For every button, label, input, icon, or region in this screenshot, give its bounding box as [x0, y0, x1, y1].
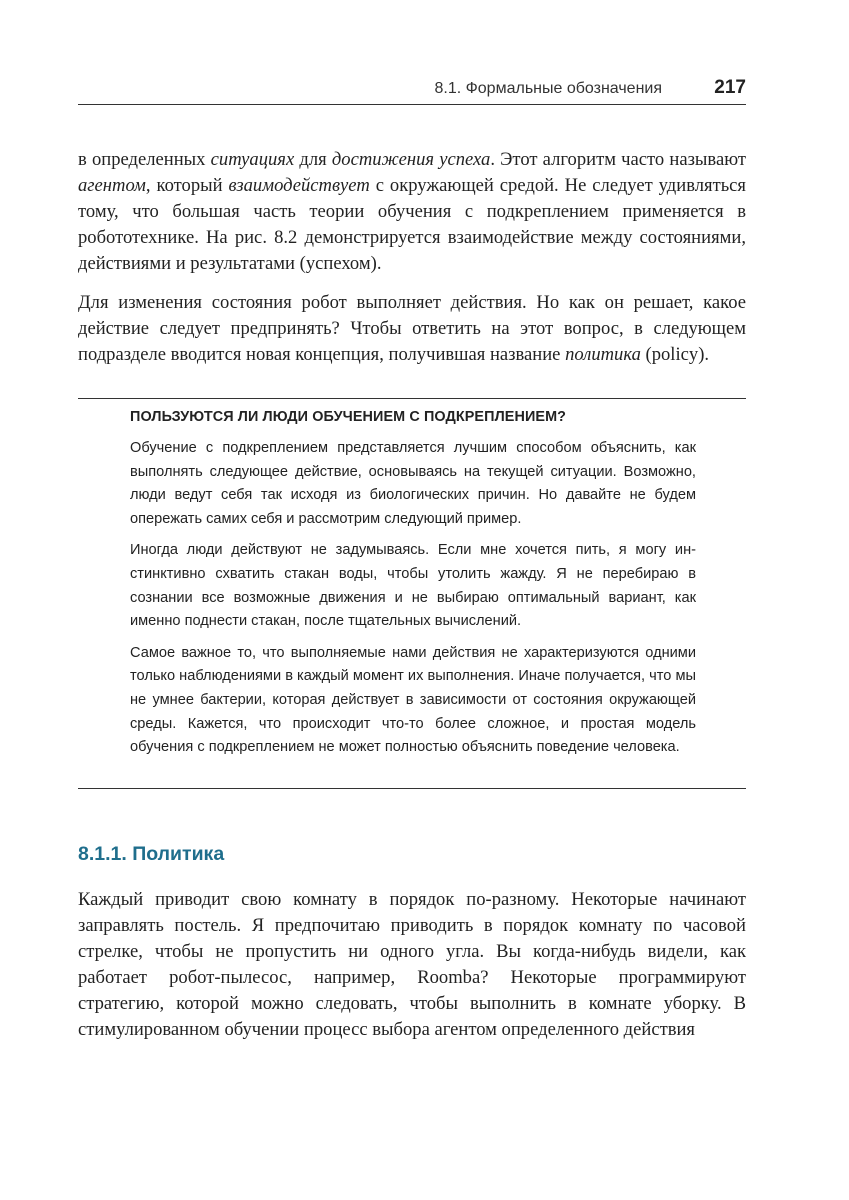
paragraph-cleaning: Каждый приводит свою комнату в порядок по-разному. Некоторые начинают заправлять постель. Я предпочитаю приводить в порядок комнату по часовой стрелке, чтобы не пропустить ни одного угла. Вы когда-нибудь видели, как работает робот-пылесос, например, Roomba? Некоторые программируют стратегию, которой можно следовать, чтобы выполнить в комнате уборку. В стимулированном обучении процесс выбора агентом определенного действия [78, 889, 746, 1040]
section-heading: 8.1.1. Политика [78, 843, 225, 865]
running-title: 8.1. Формальные обозначения [434, 80, 662, 97]
italic-term: агентом [78, 175, 146, 196]
paragraph-agent [78, 147, 746, 277]
sidebar-paragraph: Обучение с подкреплением представляется лучшим способом объяснить, как выполнять следующее действие, основываясь на текущей ситуации. Возможно, люди ведут себя так исходя из биологических причин. Но давайте не будем опережать самих себя и рассмотрим следующий пример. [130, 440, 696, 527]
paragraph-text: . Этот алгоритм часто называют [490, 149, 746, 170]
paragraph-text: , который [145, 175, 229, 196]
italic-term: достижения успеха [331, 149, 491, 170]
page-number: 217 [714, 77, 746, 98]
italic-term: ситуациях [210, 149, 295, 170]
sidebar-paragraph: Иногда люди действуют не задумываясь. Если мне хочется пить, я могу инстинктивно схватить стакан воды, чтобы утолить жажду. Я не перебираю в сознании все возможные движения и не выбираю оптимальный вариант, как именно поднести стакан, после тщательных вычислений. [130, 542, 696, 630]
paragraph-text: для [294, 149, 332, 170]
paragraph-text: Для изменения состояния робот выполняет действия. Но как он решает, какое действие следует предпринять? Чтобы ответить на этот вопрос, в следующем подразделе вводится новая концепция, получившая название [78, 292, 746, 365]
sidebar-box [78, 398, 746, 789]
italic-term: взаимодействует [228, 175, 370, 196]
paragraph-policy-intro [78, 290, 746, 368]
italic-term: политика [565, 344, 641, 365]
paragraph-text: (policy). [640, 344, 710, 365]
page-header [78, 74, 746, 105]
paragraph-text: в определенных [78, 149, 211, 170]
paragraph-text: с окружающей средой. Не следует удивляться тому, что большая часть теории обучения с подкреплением применяется в робототехнике. На рис. 8.2 демонстрируется взаимодействие между состояниями, действиями и результатами (успехом). [78, 175, 746, 274]
sidebar-paragraph: Самое важное то, что выполняемые нами действия не характеризуются одними только наблюдениями в каждый момент их выполнения. Иначе получается, что мы не умнее бактерии, которая действует в зависимости от состояния окружающей среды. Кажется, что происходит что-то более сложное, и простая модель обучения с подкреплением не может полностью объяснить поведение человека. [130, 644, 696, 756]
sidebar-content [130, 409, 696, 768]
sidebar-title: ПОЛЬЗУЮТСЯ ЛИ ЛЮДИ ОБУЧЕНИЕМ С ПОДКРЕПЛЕНИЕМ? [130, 409, 567, 425]
